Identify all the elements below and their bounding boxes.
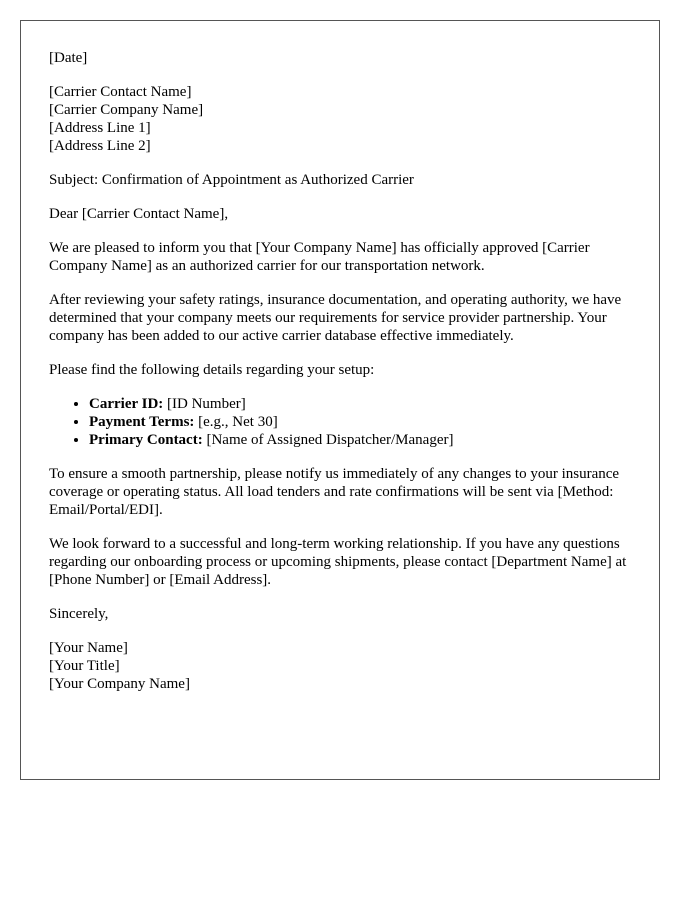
body-paragraph-details-intro: Please find the following details regarding your setup: [49, 362, 375, 378]
list-item-carrier-id [89, 395, 639, 413]
letter-subject: Subject: Confirmation of Appointment as Authorized Carrier [49, 172, 414, 188]
signature-name: [Your Name] [49, 640, 128, 656]
list-item-payment-terms [89, 413, 639, 431]
signature-title: [Your Title] [49, 658, 120, 674]
signature-block [49, 639, 639, 693]
detail-label: Carrier ID: [89, 396, 164, 412]
detail-value: [Name of Assigned Dispatcher/Manager] [202, 432, 454, 448]
signature-company: [Your Company Name] [49, 676, 190, 692]
recipient-address-line-1: [Address Line 1] [49, 120, 151, 136]
detail-value: [ID Number] [163, 396, 246, 412]
list-item-primary-contact [89, 431, 639, 449]
letter-date: [Date] [49, 50, 88, 66]
recipient-contact-name: [Carrier Contact Name] [49, 84, 192, 100]
recipient-address-block [49, 83, 639, 155]
detail-label: Primary Contact: [89, 432, 203, 448]
body-paragraph-approval: We are pleased to inform you that [Your Company Name] has officially approved [Carrier Company Name] as an authorized carrier for our transportation network. [49, 240, 590, 274]
detail-label: Payment Terms: [89, 414, 195, 430]
setup-details-list [49, 395, 639, 449]
letter-body [49, 49, 639, 709]
body-paragraph-review: After reviewing your safety ratings, insurance documentation, and operating authority, we have determined that your company meets our requirements for service provider partnership. Your company has been added to our active carrier database effective immediately. [49, 292, 622, 344]
detail-value: [e.g., Net 30] [194, 414, 278, 430]
letter-sign-off: Sincerely, [49, 606, 109, 622]
letter-page [20, 20, 660, 780]
recipient-company-name: [Carrier Company Name] [49, 102, 204, 118]
body-paragraph-contact: We look forward to a successful and long-term working relationship. If you have any questions regarding our onboarding process or upcoming shipments, please contact [Department Name] at [Phone Number] or [Email Address]. [49, 536, 627, 588]
recipient-address-line-2: [Address Line 2] [49, 138, 151, 154]
letter-salutation: Dear [Carrier Contact Name], [49, 206, 229, 222]
body-paragraph-partnership: To ensure a smooth partnership, please notify us immediately of any changes to your insurance coverage or operating status. All load tenders and rate confirmations will be sent via [Method: Email/Portal/EDI]. [49, 466, 620, 518]
